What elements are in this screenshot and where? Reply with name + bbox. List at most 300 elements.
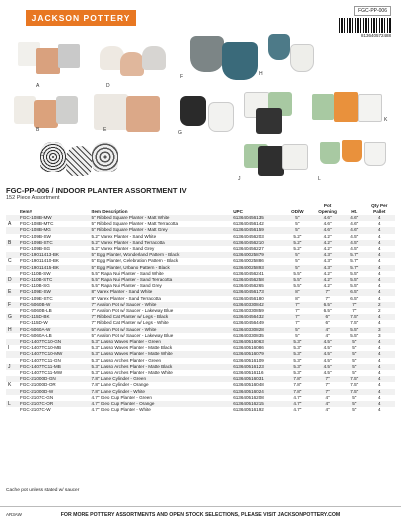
table-row bbox=[6, 407, 395, 413]
qty-per-pallet: 3 bbox=[378, 332, 381, 338]
pot-k-green bbox=[312, 94, 334, 120]
item-description: 5.3" Lasso Waves Planter - Green bbox=[90, 339, 232, 345]
pot-opening: 4" bbox=[325, 394, 330, 400]
height: 7.5" bbox=[345, 376, 364, 382]
qty-per-pallet: 4 bbox=[364, 389, 395, 395]
photo-label-l: L bbox=[318, 176, 321, 182]
pot-h-blue bbox=[268, 34, 290, 60]
upc-code: 613640456258 bbox=[231, 277, 284, 283]
item-description: 5.3" Lasso Arches Planter - Green bbox=[91, 357, 162, 363]
photo-label-c: C bbox=[40, 152, 44, 158]
item-description: 7" Avalon Pot w/ Saucer - Lakeway Blue bbox=[91, 308, 174, 314]
od-width: 7" bbox=[295, 308, 300, 314]
item-number: FGC-1407TC10-MB bbox=[20, 345, 62, 351]
pot-a-terracotta bbox=[36, 48, 60, 74]
item-description: 4.7" Geo Cup Planter - White bbox=[91, 407, 151, 413]
pot-c-pattern-3 bbox=[92, 142, 118, 172]
height: 5.5" bbox=[350, 270, 359, 276]
height: 5.5" bbox=[345, 277, 364, 283]
item-description: 5" Ribbed Square Planter - Matt Terracotta bbox=[91, 221, 179, 227]
upc-code: 613640456135 bbox=[231, 215, 284, 221]
qty-per-pallet: 2 bbox=[364, 302, 395, 308]
item-description: 5.3" Lasso Arches Planter - Matte White bbox=[91, 370, 173, 376]
item-number: FGC-1407TC10-MW bbox=[18, 351, 90, 357]
item-number: FGC-2107C-GN bbox=[20, 394, 54, 400]
row-group-letter: H bbox=[6, 327, 18, 333]
row-group-letter: L bbox=[6, 401, 18, 407]
pot-i-black bbox=[256, 108, 282, 134]
height: 5" bbox=[352, 370, 357, 376]
height-header: Ht. bbox=[351, 209, 358, 214]
pot-k-orange bbox=[334, 92, 358, 122]
item-description: 5" Avalon Pot w/ Saucer - White bbox=[90, 327, 232, 333]
pot-opening: 4.5" bbox=[323, 370, 332, 376]
od-width: 5.3" bbox=[293, 345, 302, 351]
height: 4.5" bbox=[350, 233, 359, 239]
od-width: 7" bbox=[295, 320, 300, 326]
od-width: 5" bbox=[295, 258, 300, 264]
pot-opening: 6" bbox=[325, 320, 330, 326]
item-number: FGC-19011410-BK bbox=[20, 258, 59, 264]
item-number: FGC-115D-BK bbox=[18, 314, 90, 320]
item-description: 5.3" Lasso Waves Planter - Matte Black bbox=[91, 345, 173, 351]
photo-label-j: J bbox=[238, 176, 241, 182]
item-number: FGC-5060B-LB bbox=[20, 308, 52, 314]
qty-per-pallet: 4 bbox=[364, 314, 395, 320]
footer-message: FOR MORE POTTERY ASSORTMENTS AND OPEN STOCK SELECTIONS, PLEASE VISIT JACKSONPOTTERY.COM bbox=[60, 512, 341, 518]
pot-d-terracotta bbox=[120, 52, 144, 76]
pot-b-white bbox=[14, 96, 36, 124]
item-description: 5.5" Rapa Nui Planter - Sand Terracotta bbox=[90, 277, 232, 283]
qty-per-pallet: 4 bbox=[364, 215, 395, 221]
height: 5.7" bbox=[350, 258, 359, 264]
qty-per-pallet: 4 bbox=[378, 233, 381, 239]
item-number: FGC-108B-MG bbox=[18, 227, 90, 233]
photo-label-d: D bbox=[106, 83, 110, 89]
pot-opening: 4.5" bbox=[323, 357, 332, 363]
qty-per-pallet: 4 bbox=[378, 270, 381, 276]
od-width: 4.7" bbox=[293, 407, 302, 413]
pot-opening: 4.6" bbox=[310, 215, 345, 221]
pot-opening: 6" bbox=[310, 314, 345, 320]
upc-code: 613640330835 bbox=[233, 332, 264, 338]
pot-opening: 4.5" bbox=[310, 351, 345, 357]
upc-code: 613640025879 bbox=[231, 252, 284, 258]
qty-per-pallet: 4 bbox=[378, 370, 381, 376]
od-width: 4.7" bbox=[293, 394, 302, 400]
item-description: 5.3" Lasso Waves Planter - Matte White bbox=[90, 351, 232, 357]
od-width: 5" bbox=[285, 265, 310, 271]
upc-code: 613640456432 bbox=[231, 314, 284, 320]
pot-opening: 7" bbox=[325, 295, 330, 301]
item-number: FGC-109E-STC bbox=[20, 295, 53, 301]
upc-code: 613640516192 bbox=[233, 407, 264, 413]
item-number: FGC-110B-STC bbox=[18, 277, 90, 283]
qty-per-pallet: 4 bbox=[364, 339, 395, 345]
od-width: 5.5" bbox=[293, 283, 302, 289]
upc-code: 613640330842 bbox=[231, 302, 284, 308]
pot-b-terracotta bbox=[34, 100, 58, 128]
height: 5.5" bbox=[345, 327, 364, 333]
item-description: 5" Avalon Pot w/ Saucer - Lakeway Blue bbox=[91, 332, 174, 338]
qty-per-pallet: 4 bbox=[378, 394, 381, 400]
item-number: FGC-108B-MTC bbox=[20, 221, 54, 227]
qty-per-pallet: 4 bbox=[378, 295, 381, 301]
pot-opening: 4" bbox=[325, 407, 330, 413]
pot-k-white bbox=[358, 94, 382, 122]
item-description: 7.8" Lane Cylinder - Orange bbox=[91, 382, 149, 388]
footnote: Cache pot unless stated w/ saucer bbox=[6, 488, 80, 493]
item-description: 5" Ribbed Square Planter - Matt Grey bbox=[90, 227, 232, 233]
row-group-letter: F bbox=[6, 302, 18, 308]
od-width: 7.8" bbox=[285, 376, 310, 382]
upc-code: 613640456173 bbox=[231, 289, 284, 295]
od-width: 7" bbox=[285, 314, 310, 320]
item-description: 7.8" Lane Cylinder - Green bbox=[90, 376, 232, 382]
qty-per-pallet: 4 bbox=[378, 407, 381, 413]
qty-per-pallet: 4 bbox=[364, 351, 395, 357]
od-width: 5" bbox=[285, 215, 310, 221]
pot-l-orange bbox=[342, 140, 362, 162]
row-group-letter: E bbox=[6, 289, 18, 295]
od-width: 5.3" bbox=[285, 364, 310, 370]
upc-code: 613640456159 bbox=[231, 227, 284, 233]
qty-per-pallet: 2 bbox=[378, 308, 381, 314]
pot-e-terracotta bbox=[126, 96, 160, 132]
row-group-letter: J bbox=[6, 364, 18, 370]
barcode-number: 813640572488 bbox=[360, 33, 391, 38]
od-width: 5.5" bbox=[285, 277, 310, 283]
assortment-title: FGC-PP-006 / INDOOR PLANTER ASSORTMENT IV bbox=[6, 186, 187, 195]
height: 4.6" bbox=[345, 227, 364, 233]
od-width: 5.5" bbox=[293, 270, 302, 276]
pot-opening: 7" bbox=[310, 389, 345, 395]
pot-opening: 4.6" bbox=[310, 227, 345, 233]
upc-code: 613640330859 bbox=[233, 308, 264, 314]
pot-l-white bbox=[364, 142, 386, 166]
item-description: 7.8" Lane Cylinder - White bbox=[90, 389, 232, 395]
photo-label-h: H bbox=[259, 71, 263, 77]
sheet-code: FGC-PP-006 bbox=[354, 6, 391, 16]
upc-code: 613640456180 bbox=[233, 295, 264, 301]
pot-opening: 4.3" bbox=[323, 258, 332, 264]
upc-code: 613640516024 bbox=[231, 389, 284, 395]
pot-opening: 4.2" bbox=[323, 246, 332, 252]
item-description: 4.7" Geo Cup Planter - Orange bbox=[90, 401, 232, 407]
qty-per-pallet: 4 bbox=[364, 401, 395, 407]
row-group-letter: K bbox=[8, 382, 12, 389]
photo-label-k: K bbox=[384, 117, 388, 123]
item-description: 7" Avalon Pot w/ Saucer - White bbox=[90, 302, 232, 308]
item-number: FGC-1407TC11-MB bbox=[18, 364, 90, 370]
qty-per-pallet: 4 bbox=[378, 382, 381, 388]
upc-header: UPC bbox=[233, 209, 243, 214]
upc-code: 613640516063 bbox=[231, 339, 284, 345]
height: 5" bbox=[345, 339, 364, 345]
qty-per-pallet: 4 bbox=[378, 345, 381, 351]
item-description: 5.5" Rapa Nui Planter - Sand White bbox=[91, 270, 164, 276]
pot-opening: 7" bbox=[310, 376, 345, 382]
upc-code: 613640516215 bbox=[231, 401, 284, 407]
item-number: FGC-108B-MW bbox=[18, 215, 90, 221]
height: 7.5" bbox=[345, 389, 364, 395]
upc-code: 613640516031 bbox=[231, 376, 284, 382]
od-width: 5" bbox=[285, 227, 310, 233]
od-width: 5" bbox=[295, 221, 300, 227]
od-width: 5.3" bbox=[293, 370, 302, 376]
qty-per-pallet: 4 bbox=[378, 221, 381, 227]
upc-code: 613640516079 bbox=[231, 351, 284, 357]
height: 6.5" bbox=[345, 289, 364, 295]
pot-opening: 7" bbox=[310, 289, 345, 295]
upc-code: 613640025886 bbox=[233, 258, 264, 264]
height: 4.5" bbox=[345, 240, 364, 246]
height: 4.6" bbox=[345, 215, 364, 221]
row-group-letter: A bbox=[8, 221, 12, 228]
upc-code: 613640456142 bbox=[233, 221, 264, 227]
pot-opening: 4" bbox=[325, 332, 330, 338]
pot-f-grey bbox=[190, 36, 224, 72]
item-header: Item# bbox=[20, 209, 33, 214]
qty-per-pallet: 4 bbox=[378, 258, 381, 264]
item-description: 5.3" Lasso Arches Planter - Matte Black bbox=[90, 364, 232, 370]
item-number: FGC-109B-SW bbox=[20, 233, 51, 239]
upc-code: 613640025893 bbox=[231, 265, 284, 271]
item-description: 5" Egg Planter, Urbano Pattern - Black bbox=[90, 265, 232, 271]
height: 7.5" bbox=[345, 314, 364, 320]
item-number: FGC-109B-SG bbox=[20, 246, 51, 252]
pot-opening: 4.6" bbox=[323, 221, 332, 227]
pot-opening: 4.2" bbox=[323, 283, 332, 289]
item-number: FGC-2107C-OR bbox=[18, 401, 90, 407]
row-group-letter: D bbox=[6, 277, 18, 283]
photo-label-f: F bbox=[180, 74, 184, 80]
item-number: FGC-5060A-LB bbox=[20, 332, 52, 338]
item-number: FGC-110B-SW bbox=[20, 270, 51, 276]
row-group-letter: B bbox=[6, 240, 18, 246]
item-description: 4.7" Geo Cup Planter - Green bbox=[91, 394, 152, 400]
pot-opening: 4.2" bbox=[310, 277, 345, 283]
od-width: 5.3" bbox=[293, 357, 302, 363]
row-group-letter: C bbox=[8, 258, 12, 265]
photo-label-e: E bbox=[103, 127, 107, 133]
qty-header bbox=[364, 203, 395, 215]
pot-opening: 6.5" bbox=[310, 302, 345, 308]
od-width: 4.7" bbox=[285, 401, 310, 407]
qty-per-pallet: 4 bbox=[364, 227, 395, 233]
item-number: FGC-109E-SW bbox=[18, 289, 90, 295]
od-width: 5" bbox=[285, 327, 310, 333]
item-description: 5.5" Rapa Nui Planter - Sand Grey bbox=[91, 283, 162, 289]
qty-per-pallet: 4 bbox=[364, 277, 395, 283]
item-number: FGC-5060A-W bbox=[18, 327, 90, 333]
pot-l-green bbox=[320, 142, 340, 164]
item-number: FGC-1407TC10-GN bbox=[18, 339, 90, 345]
description-header: Item Description bbox=[91, 209, 128, 214]
pot-opening: 4" bbox=[310, 327, 345, 333]
height: 5.5" bbox=[350, 332, 359, 338]
item-number: FGC-19011413-BK bbox=[18, 252, 90, 258]
upc-code: 613640516109 bbox=[233, 357, 264, 363]
height: 5" bbox=[345, 401, 364, 407]
photo-label-a: A bbox=[36, 83, 40, 89]
upc-code: 613640330828 bbox=[231, 327, 284, 333]
height: 5.7" bbox=[345, 252, 364, 258]
brand-logo bbox=[26, 10, 136, 26]
qty-per-pallet: 4 bbox=[378, 246, 381, 252]
od-width: 5" bbox=[285, 252, 310, 258]
item-number: FGC-21000D-GN bbox=[18, 376, 90, 382]
item-number: FGC-1407TC11-GN bbox=[20, 357, 61, 363]
item-number: FGC-110B-SG bbox=[20, 283, 50, 289]
pot-opening: 4.5" bbox=[310, 339, 345, 345]
photo-label-i: I bbox=[258, 126, 260, 132]
od-width: 5.2" bbox=[285, 240, 310, 246]
pot-opening-header-line2: Opening bbox=[318, 209, 337, 214]
table-header-row bbox=[6, 203, 395, 215]
height: 4.5" bbox=[350, 246, 359, 252]
qty-per-pallet: 4 bbox=[378, 283, 381, 289]
pot-e-white bbox=[94, 94, 128, 130]
qty-per-pallet: 4 bbox=[364, 376, 395, 382]
pot-opening: 4.2" bbox=[323, 270, 332, 276]
height: 5" bbox=[352, 357, 357, 363]
pot-opening: 4.5" bbox=[310, 364, 345, 370]
assortment-subtitle: 152 Piece Assortment bbox=[6, 195, 60, 201]
pot-g-white bbox=[208, 102, 234, 132]
od-width: 5.2" bbox=[293, 233, 302, 239]
item-number: FGC-5060B-W bbox=[18, 302, 90, 308]
height: 5" bbox=[352, 345, 357, 351]
upc-code: 613640516086 bbox=[233, 345, 264, 351]
pot-opening: 4.2" bbox=[323, 233, 332, 239]
height: 5" bbox=[345, 351, 364, 357]
photo-label-g: G bbox=[178, 130, 182, 136]
od-width: 8" bbox=[295, 295, 300, 301]
height: 5" bbox=[345, 364, 364, 370]
item-number: FGC-19011415-BK bbox=[18, 265, 90, 271]
item-description: 5" Ribbed Square Planter - Matt White bbox=[90, 215, 232, 221]
height: 4.6" bbox=[350, 221, 359, 227]
group-header bbox=[6, 203, 18, 215]
item-description: 7" Ribbed Cat Planter w/ Legs - Black bbox=[90, 314, 232, 320]
upc-code: 613640456449 bbox=[233, 320, 264, 326]
pot-d-grey bbox=[142, 46, 166, 70]
od-width: 7" bbox=[285, 302, 310, 308]
pot-opening-header bbox=[310, 203, 345, 215]
product-photos bbox=[0, 30, 401, 180]
upc-code: 613640456210 bbox=[231, 240, 284, 246]
page-footer bbox=[0, 506, 401, 518]
upc-code: 613640516048 bbox=[233, 382, 264, 388]
height: 6.5" bbox=[350, 295, 359, 301]
pot-j-white bbox=[282, 144, 308, 170]
pot-opening: 6.5" bbox=[323, 308, 332, 314]
pot-opening: 4.3" bbox=[310, 265, 345, 271]
item-description: 5.2" Varex Planter - Sand Grey bbox=[91, 246, 155, 252]
upc-code: 613640456227 bbox=[233, 246, 264, 252]
item-number: FGC-2107C-W bbox=[20, 407, 51, 413]
item-description: 5.2" Varex Planter - Sand White bbox=[91, 233, 157, 239]
table-body bbox=[6, 215, 395, 414]
height: 5.7" bbox=[345, 265, 364, 271]
photo-label-b: B bbox=[36, 127, 40, 133]
height: 7" bbox=[352, 308, 357, 314]
pot-opening-header-line1: Pot bbox=[323, 203, 332, 208]
pot-f-blue bbox=[222, 42, 258, 80]
qty-per-pallet: 4 bbox=[364, 240, 395, 246]
height: 7.5" bbox=[350, 320, 359, 326]
pot-h-white bbox=[290, 44, 314, 72]
pot-a-grey bbox=[58, 44, 80, 68]
row-group-letter bbox=[6, 407, 18, 413]
item-description: 5" Egg Planter, Wonderland Pattern - Black bbox=[90, 252, 232, 258]
item-description: 8" Varex Planter - Sand White bbox=[90, 289, 232, 295]
qty-per-pallet: 4 bbox=[364, 265, 395, 271]
upc-code: 613640516123 bbox=[231, 364, 284, 370]
pot-opening: 4.3" bbox=[310, 252, 345, 258]
qty-header-line2: Pallet bbox=[373, 209, 386, 214]
height: 7" bbox=[345, 302, 364, 308]
qty-per-pallet: 4 bbox=[378, 357, 381, 363]
brand-name: JACKSON POTTERY bbox=[31, 13, 131, 23]
height: 5" bbox=[352, 407, 357, 413]
qty-per-pallet: 4 bbox=[364, 289, 395, 295]
pot-c-pattern-2 bbox=[66, 146, 92, 176]
qty-per-pallet: 4 bbox=[364, 364, 395, 370]
item-number: FGC-21000D-W bbox=[18, 389, 90, 395]
qty-per-pallet: 4 bbox=[364, 252, 395, 258]
item-number: FGC-115D-W bbox=[20, 320, 48, 326]
upc-code: 613640456265 bbox=[233, 283, 264, 289]
pot-opening: 4.5" bbox=[323, 345, 332, 351]
row-group-letter: I bbox=[8, 345, 10, 352]
od-width: 5.3" bbox=[285, 351, 310, 357]
pot-opening: 4.2" bbox=[310, 240, 345, 246]
height: 5.5" bbox=[350, 283, 359, 289]
qty-per-pallet: 4 bbox=[378, 320, 381, 326]
item-description: 7" Ribbed Cat Planter w/ Legs - White bbox=[91, 320, 169, 326]
pot-opening: 7" bbox=[325, 382, 330, 388]
od-width: 8" bbox=[285, 289, 310, 295]
od-width: 5" bbox=[295, 332, 300, 338]
item-description: 5" Egg Planter, Celebration Pattern - Black bbox=[91, 258, 179, 264]
upc-code: 613640456203 bbox=[233, 233, 264, 239]
item-number: FGC-109B-STC bbox=[18, 240, 90, 246]
pot-opening: 4" bbox=[310, 401, 345, 407]
pot-b-grey bbox=[56, 96, 78, 124]
item-description: 8" Varex Planter - Sand Terracotta bbox=[91, 295, 161, 301]
upc-code: 613640456241 bbox=[233, 270, 264, 276]
od-header: OD/W bbox=[291, 209, 304, 214]
page-code: AR3AW bbox=[6, 512, 22, 517]
item-number: FGC-1407TC11-MW bbox=[20, 370, 63, 376]
item-number: FGC-21000D-OR bbox=[20, 382, 56, 388]
product-table bbox=[6, 203, 395, 414]
upc-code: 613640516208 bbox=[233, 394, 264, 400]
row-group-letter: G bbox=[6, 314, 18, 320]
pot-g-black bbox=[180, 96, 206, 126]
item-description: 5.2" Varex Planter - Sand Terracotta bbox=[90, 240, 232, 246]
qty-header-line1: Qty Per bbox=[371, 203, 388, 208]
od-width: 7.8" bbox=[293, 382, 302, 388]
od-width: 5.2" bbox=[293, 246, 302, 252]
upc-code: 613640516116 bbox=[233, 370, 264, 376]
od-width: 5.3" bbox=[285, 339, 310, 345]
qty-per-pallet: 3 bbox=[364, 327, 395, 333]
height: 5" bbox=[352, 394, 357, 400]
od-width: 7.8" bbox=[285, 389, 310, 395]
